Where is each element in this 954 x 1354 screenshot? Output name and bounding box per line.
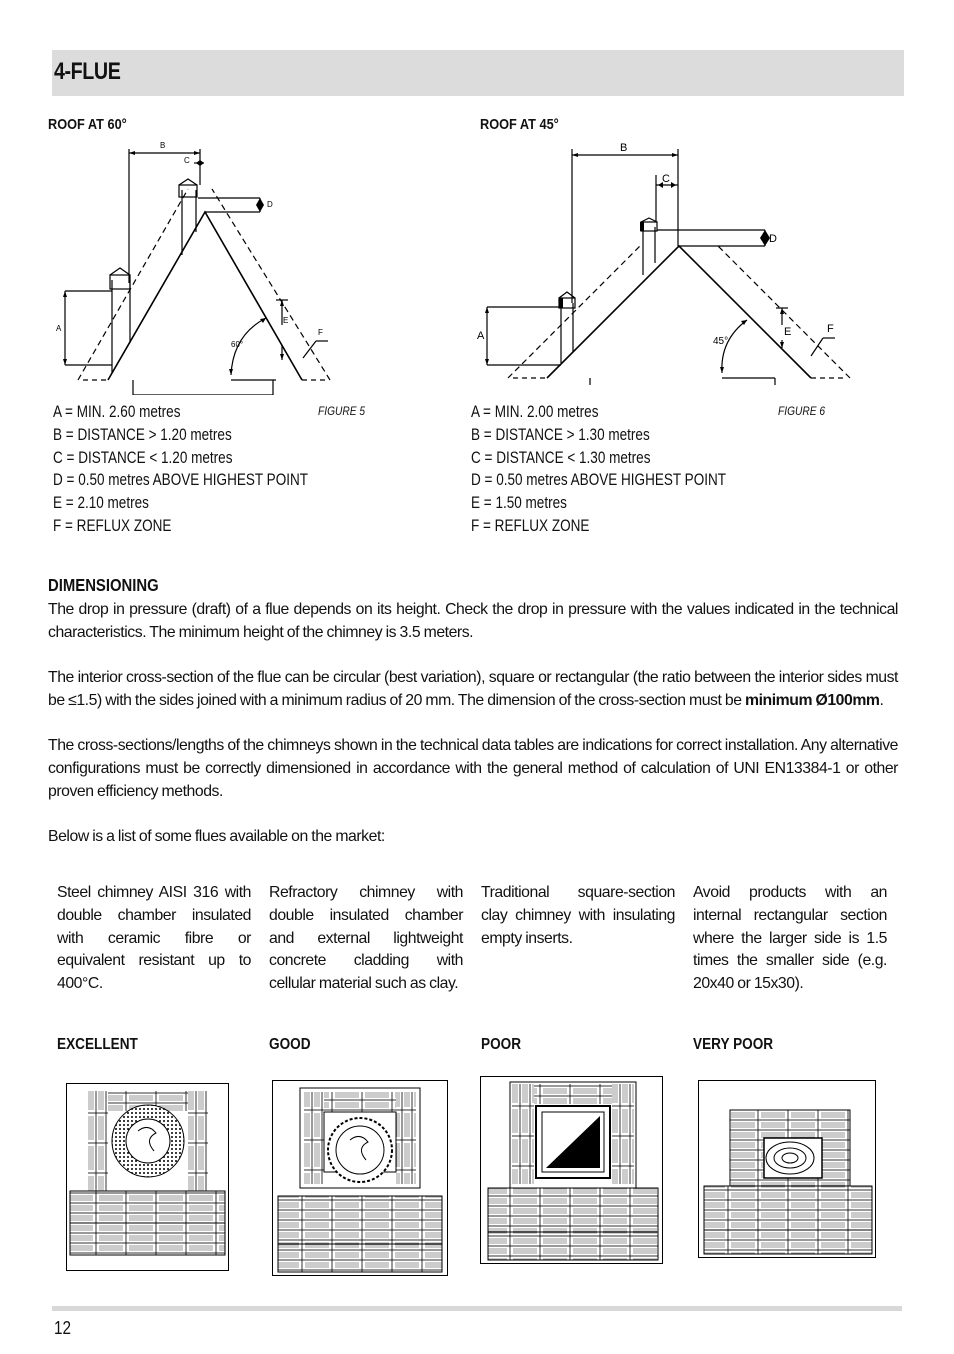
figure-6-title: ROOF AT 45°: [480, 116, 559, 133]
roof-60-diagram: [48, 135, 348, 395]
fig5-label-c: C: [184, 156, 190, 165]
legend-line: A = MIN. 2.00 metres: [471, 403, 599, 421]
figure-5-title: ROOF AT 60°: [48, 116, 127, 133]
rating-excellent: EXCELLENT: [57, 1036, 138, 1053]
footer-divider: [52, 1306, 902, 1311]
flue-type-3-description: Traditional square-section clay chimney with insulating empty inserts.: [481, 884, 675, 947]
fig5-label-b: B: [160, 141, 166, 150]
legend-line: B = DISTANCE > 1.20 metres: [53, 425, 232, 444]
legend-line: F = REFLUX ZONE: [471, 516, 590, 535]
fig5-label-e: E: [283, 316, 289, 325]
flue-type-2-description: Refractory chimney with double insulated chamber and external lightweight concrete cladding with cellular material such as clay.: [269, 884, 463, 993]
roof-45-diagram: [475, 135, 855, 385]
flue-type-4-description: Avoid products with an internal rectangular section where the larger side is 1.5 times the smaller side (e.g. 20x40 or 15x30).: [693, 884, 887, 993]
paragraph-text: .: [879, 691, 884, 709]
page-number: 12: [54, 1318, 72, 1338]
good-chimney-section-image: [272, 1080, 448, 1276]
legend-line: C = DISTANCE < 1.20 metres: [53, 448, 233, 467]
section-title: 4-FLUE: [54, 58, 121, 85]
legend-line: D = 0.50 metres ABOVE HIGHEST POINT: [53, 471, 309, 490]
fig6-label-a: A: [477, 330, 485, 342]
rating-good: GOOD: [269, 1036, 311, 1053]
excellent-chimney-section-image: [66, 1083, 229, 1271]
min-diameter-value: minimum Ø100mm: [744, 691, 880, 709]
dimensioning-title: DIMENSIONING: [48, 575, 159, 595]
fig5-angle-label: 60°: [231, 340, 244, 349]
dimensioning-paragraph-2: [48, 667, 898, 713]
legend-line: D = 0.50 metres ABOVE HIGHEST POINT: [471, 471, 727, 490]
figure-6-legend: [471, 401, 726, 538]
figure-5-caption: FIGURE 5: [318, 404, 366, 418]
fig6-angle-label: 45°: [713, 336, 729, 347]
flue-type-1-description: Steel chimney AISI 316 with double chamber insulated with ceramic fibre or equivalent resistant up to 400°C.: [57, 884, 251, 993]
section-header-bar: [52, 50, 904, 96]
dimensioning-paragraph-3: The cross-sections/lengths of the chimneys shown in the technical data tables are indications for correct installation. Any alternative configurations must be correctly dimensioned in accordance with the general method of calculation of UNI EN13384-1 or other proven efficiency methods.: [48, 737, 898, 800]
fig5-label-a: A: [56, 324, 62, 333]
dimensioning-paragraph-4: Below is a list of some flues available on the market:: [48, 828, 385, 845]
legend-line: E = 1.50 metres: [471, 494, 567, 513]
fig6-label-c: C: [662, 173, 670, 185]
poor-chimney-section-image: [480, 1076, 663, 1264]
fig5-label-f: F: [318, 328, 323, 337]
fig6-label-e: E: [784, 326, 792, 338]
fig6-label-d: D: [769, 233, 777, 245]
figure-5-legend: [53, 401, 308, 538]
fig6-label-f: F: [827, 323, 834, 335]
dimensioning-paragraph-1: The drop in pressure (draft) of a flue depends on its height. Check the drop in pressure with the values indicated in the technical characteristics. The minimum height of the chimney is 3.5 meters.: [48, 601, 898, 641]
fig5-label-d: D: [267, 200, 273, 209]
paragraph-text: The interior cross-section of the flue can be circular (best variation), square or rectangular (the ratio between the interior sides must be ≤1.5) with the sides joined with a minimum radius of 20 mm. The dimension of the cross-section must be: [48, 669, 898, 709]
fig6-label-b: B: [620, 142, 628, 154]
rating-very-poor: VERY POOR: [693, 1036, 774, 1053]
legend-line: A = MIN. 2.60 metres: [53, 403, 181, 421]
very-poor-chimney-section-image: [698, 1080, 876, 1258]
legend-line: E = 2.10 metres: [53, 494, 149, 513]
rating-poor: POOR: [481, 1036, 522, 1053]
figure-6-caption: FIGURE 6: [778, 404, 826, 418]
legend-line: B = DISTANCE > 1.30 metres: [471, 425, 650, 444]
legend-line: C = DISTANCE < 1.30 metres: [471, 448, 651, 467]
legend-line: F = REFLUX ZONE: [53, 516, 172, 535]
